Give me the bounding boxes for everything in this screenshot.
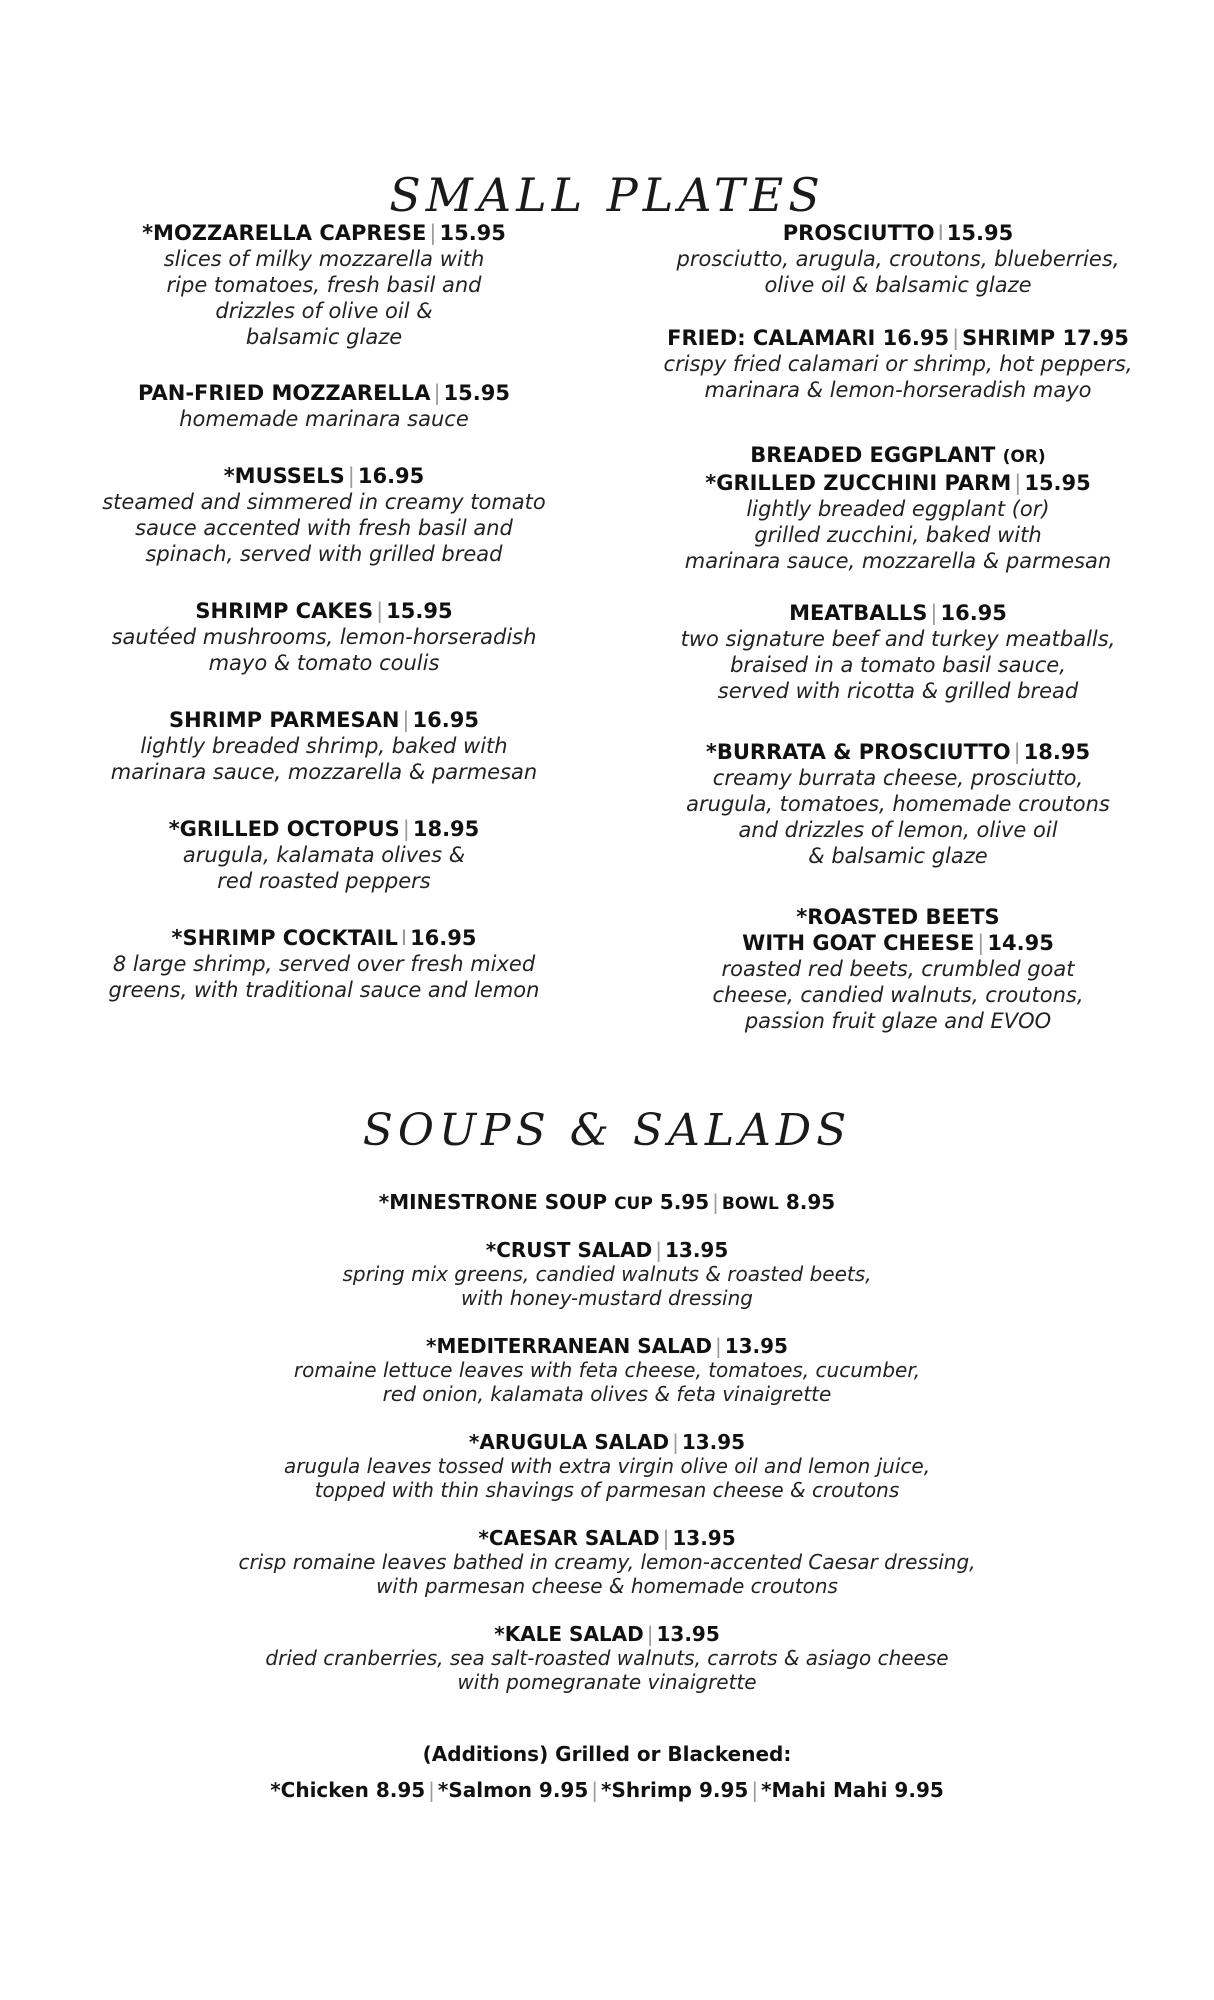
item-name: *SHRIMP COCKTAIL [171, 926, 398, 950]
menu-item-mediterranean-salad: *MEDITERRANEAN SALAD | 13.95 romaine lettuce leaves with feta cheese, tomatoes, cucumber, red onion, kalamata olives & feta vinaigrette [0, 1334, 1214, 1406]
item-price: 13.95 [681, 1430, 746, 1454]
item-desc: with honey-mustard dressing [461, 1286, 753, 1310]
menu-item-grilled-octopus: *GRILLED OCTOPUS | 18.95 arugula, kalamata olives & red roasted peppers [84, 816, 564, 894]
item-desc: cheese, candied walnuts, croutons, [712, 983, 1084, 1007]
item-name: *GRILLED ZUCCHINI PARM [705, 471, 1012, 495]
item-name-or: (OR) [1002, 447, 1046, 467]
item-name: *GRILLED OCTOPUS [168, 817, 400, 841]
menu-item-pan-fried-mozzarella: PAN-FRIED MOZZARELLA | 15.95 homemade marinara sauce [84, 380, 564, 432]
item-desc: topped with thin shavings of parmesan cheese & croutons [314, 1478, 900, 1502]
item-desc: greens, with traditional sauce and lemon [108, 978, 540, 1002]
menu-item-mussels: *MUSSELS | 16.95 steamed and simmered in creamy tomato sauce accented with fresh basil and spinach, served with grilled bread [84, 463, 564, 567]
item-price: 16.95 [410, 926, 477, 950]
item-name: *MUSSELS [223, 464, 345, 488]
item-desc: drizzles of olive oil & [215, 299, 433, 323]
cup-price: 5.95 [659, 1190, 710, 1214]
item-desc: served with ricotta & grilled bread [717, 679, 1079, 703]
item-price: 13.95 [724, 1334, 788, 1358]
item-name: *MEDITERRANEAN SALAD [426, 1334, 712, 1358]
item-desc: dried cranberries, sea salt-roasted walnuts, carrots & asiago cheese [265, 1646, 949, 1670]
item-desc: creamy burrata cheese, prosciutto, [712, 766, 1084, 790]
item-name: WITH GOAT CHEESE [742, 931, 975, 955]
item-desc: with pomegranate vinaigrette [457, 1670, 757, 1694]
item-desc: sautéed mushrooms, lemon-horseradish [111, 625, 537, 649]
item-price: 15.95 [946, 221, 1014, 245]
item-name: SHRIMP CAKES [195, 599, 374, 623]
menu-item-shrimp-cocktail: *SHRIMP COCKTAIL I 16.95 8 large shrimp, served over fresh mixed greens, with traditional sauce and lemon [84, 925, 564, 1003]
additions-heading: (Additions) Grilled or Blackened: [422, 1742, 792, 1766]
addition-salmon: *Salmon 9.95 [437, 1778, 589, 1802]
item-name: *CAESAR SALAD [478, 1526, 660, 1550]
item-desc: marinara & lemon-horseradish mayo [704, 378, 1092, 402]
item-price: 16.95 [412, 708, 479, 732]
item-name: FRIED: CALAMARI 16.95 [667, 326, 950, 350]
item-price: 14.95 [987, 931, 1054, 955]
item-desc: olive oil & balsamic glaze [764, 273, 1032, 297]
cup-label: CUP [614, 1194, 653, 1214]
item-desc: crispy fried calamari or shrimp, hot peppers, [663, 352, 1133, 376]
bowl-label: BOWL [721, 1194, 779, 1214]
item-desc: marinara sauce, mozzarella & parmesan [684, 549, 1112, 573]
item-price: 18.95 [412, 817, 480, 841]
item-name-line1: BREADED EGGPLANT [750, 443, 996, 467]
soups-salads-title: SOUPS & SALADS [362, 1105, 852, 1156]
menu-item-fried-calamari-shrimp: FRIED: CALAMARI 16.95 | SHRIMP 17.95 crispy fried calamari or shrimp, hot peppers, marinara & lemon-horseradish mayo [658, 325, 1138, 403]
item-desc: spinach, served with grilled bread [145, 542, 503, 566]
item-name: SHRIMP PARMESAN [169, 708, 400, 732]
item-price: 15.95 [439, 221, 506, 245]
item-desc: crisp romaine leaves bathed in creamy, lemon-accented Caesar dressing, [238, 1550, 976, 1574]
item-desc: spring mix greens, candied walnuts & roasted beets, [342, 1262, 872, 1286]
item-desc: romaine lettuce leaves with feta cheese, tomatoes, cucumber, [293, 1358, 921, 1382]
item-desc: passion fruit glaze and EVOO [744, 1009, 1052, 1033]
item-price: 16.95 [940, 601, 1007, 625]
item-name: *MOZZARELLA CAPRESE [142, 221, 427, 245]
addition-chicken: *Chicken 8.95 [270, 1778, 426, 1802]
item-desc: prosciutto, arugula, croutons, blueberries, [676, 247, 1120, 271]
item-desc: lightly breaded shrimp, baked with [140, 734, 508, 758]
item-price: 15.95 [1024, 471, 1091, 495]
addition-shrimp: *Shrimp 9.95 [601, 1778, 749, 1802]
item-desc: arugula, tomatoes, homemade croutons [686, 792, 1110, 816]
item-desc: homemade marinara sauce [179, 407, 469, 431]
item-desc: 8 large shrimp, served over fresh mixed [112, 952, 536, 976]
item-price: 13.95 [664, 1238, 729, 1262]
item-name: PAN-FRIED MOZZARELLA [138, 381, 431, 405]
menu-item-shrimp-parmesan: SHRIMP PARMESAN | 16.95 lightly breaded shrimp, baked with marinara sauce, mozzarella & parmesan [84, 707, 564, 785]
menu-item-crust-salad: *CRUST SALAD | 13.95 spring mix greens, candied walnuts & roasted beets, with honey-mustard dressing [0, 1238, 1214, 1310]
item-desc: arugula leaves tossed with extra virgin olive oil and lemon juice, [283, 1454, 931, 1478]
menu-item-caesar-salad: *CAESAR SALAD | 13.95 crisp romaine leaves bathed in creamy, lemon-accented Caesar dressing, with parmesan cheese & homemade croutons [0, 1526, 1214, 1598]
additions-list: *Chicken 8.95 | *Salmon 9.95 | *Shrimp 9.95 | *Mahi Mahi 9.95 [270, 1778, 944, 1802]
item-name: *CRUST SALAD [485, 1238, 653, 1262]
item-desc: slices of milky mozzarella with [163, 247, 485, 271]
item-price: 16.95 [357, 464, 425, 488]
addition-mahi-mahi: *Mahi Mahi 9.95 [761, 1778, 944, 1802]
item-desc: balsamic glaze [245, 325, 403, 349]
item-desc: with parmesan cheese & homemade croutons [376, 1574, 838, 1598]
bowl-price: 8.95 [785, 1190, 836, 1214]
item-desc: arugula, kalamata olives & [182, 843, 466, 867]
item-desc: roasted red beets, crumbled goat [721, 957, 1075, 981]
item-name: PROSCIUTTO [782, 221, 935, 245]
item-price: SHRIMP 17.95 [962, 326, 1129, 350]
menu-item-meatballs: MEATBALLS | 16.95 two signature beef and turkey meatballs, braised in a tomato basil sauce, served with ricotta & grilled bread [658, 600, 1138, 704]
item-desc: marinara sauce, mozzarella & parmesan [110, 760, 538, 784]
item-name-line1: *ROASTED BEETS [796, 905, 1000, 929]
menu-item-kale-salad: *KALE SALAD | 13.95 dried cranberries, sea salt-roasted walnuts, carrots & asiago cheese with pomegranate vinaigrette [0, 1622, 1214, 1694]
item-desc: sauce accented with fresh basil and [135, 516, 513, 540]
item-name: *BURRATA & PROSCIUTTO [705, 740, 1011, 764]
item-desc: steamed and simmered in creamy tomato [102, 490, 546, 514]
menu-item-shrimp-cakes: SHRIMP CAKES | 15.95 sautéed mushrooms, lemon-horseradish mayo & tomato coulis [84, 598, 564, 676]
item-price: 15.95 [386, 599, 453, 623]
menu-item-mozzarella-caprese: *MOZZARELLA CAPRESE | 15.95 slices of milky mozzarella with ripe tomatoes, fresh basil and drizzles of olive oil & balsamic glaze [84, 220, 564, 350]
item-name: *KALE SALAD [494, 1622, 644, 1646]
item-desc: lightly breaded eggplant (or) [746, 497, 1050, 521]
item-desc: grilled zucchini, baked with [754, 523, 1042, 547]
item-price: 15.95 [443, 381, 510, 405]
item-desc: two signature beef and turkey meatballs, [680, 627, 1116, 651]
menu-item-burrata-prosciutto: *BURRATA & PROSCIUTTO | 18.95 creamy burrata cheese, prosciutto, arugula, tomatoes, homemade croutons and drizzles of lemon, olive oil & balsamic glaze [658, 739, 1138, 869]
menu-item-prosciutto: PROSCIUTTO I 15.95 prosciutto, arugula, croutons, blueberries, olive oil & balsamic glaze [658, 220, 1138, 298]
item-desc: ripe tomatoes, fresh basil and [166, 273, 482, 297]
menu-item-eggplant-zucchini: BREADED EGGPLANT (OR) *GRILLED ZUCCHINI PARM | 15.95 lightly breaded eggplant (or) grilled zucchini, baked with marinara sauce, mozzarella & parmesan [658, 442, 1138, 574]
item-price: 18.95 [1023, 740, 1091, 764]
item-name: MEATBALLS [789, 601, 928, 625]
item-desc: mayo & tomato coulis [208, 651, 440, 675]
item-price: 13.95 [672, 1526, 736, 1550]
item-desc: red onion, kalamata olives & feta vinaigrette [382, 1382, 832, 1406]
item-name: *MINESTRONE SOUP [378, 1190, 608, 1214]
menu-item-minestrone-soup: *MINESTRONE SOUP CUP 5.95 | BOWL 8.95 [378, 1190, 836, 1214]
item-desc: & balsamic glaze [808, 844, 988, 868]
menu-item-arugula-salad: *ARUGULA SALAD | 13.95 arugula leaves tossed with extra virgin olive oil and lemon juice, topped with thin shavings of parmesan cheese & croutons [0, 1430, 1214, 1502]
item-desc: and drizzles of lemon, olive oil [738, 818, 1058, 842]
item-name: *ARUGULA SALAD [468, 1430, 670, 1454]
menu-item-roasted-beets: *ROASTED BEETS WITH GOAT CHEESE | 14.95 roasted red beets, crumbled goat cheese, candied walnuts, croutons, passion fruit glaze and EVOO [658, 904, 1138, 1034]
small-plates-title: SMALL PLATES [389, 168, 825, 222]
item-desc: red roasted peppers [217, 869, 431, 893]
item-price: 13.95 [656, 1622, 720, 1646]
item-desc: braised in a tomato basil sauce, [730, 653, 1066, 677]
